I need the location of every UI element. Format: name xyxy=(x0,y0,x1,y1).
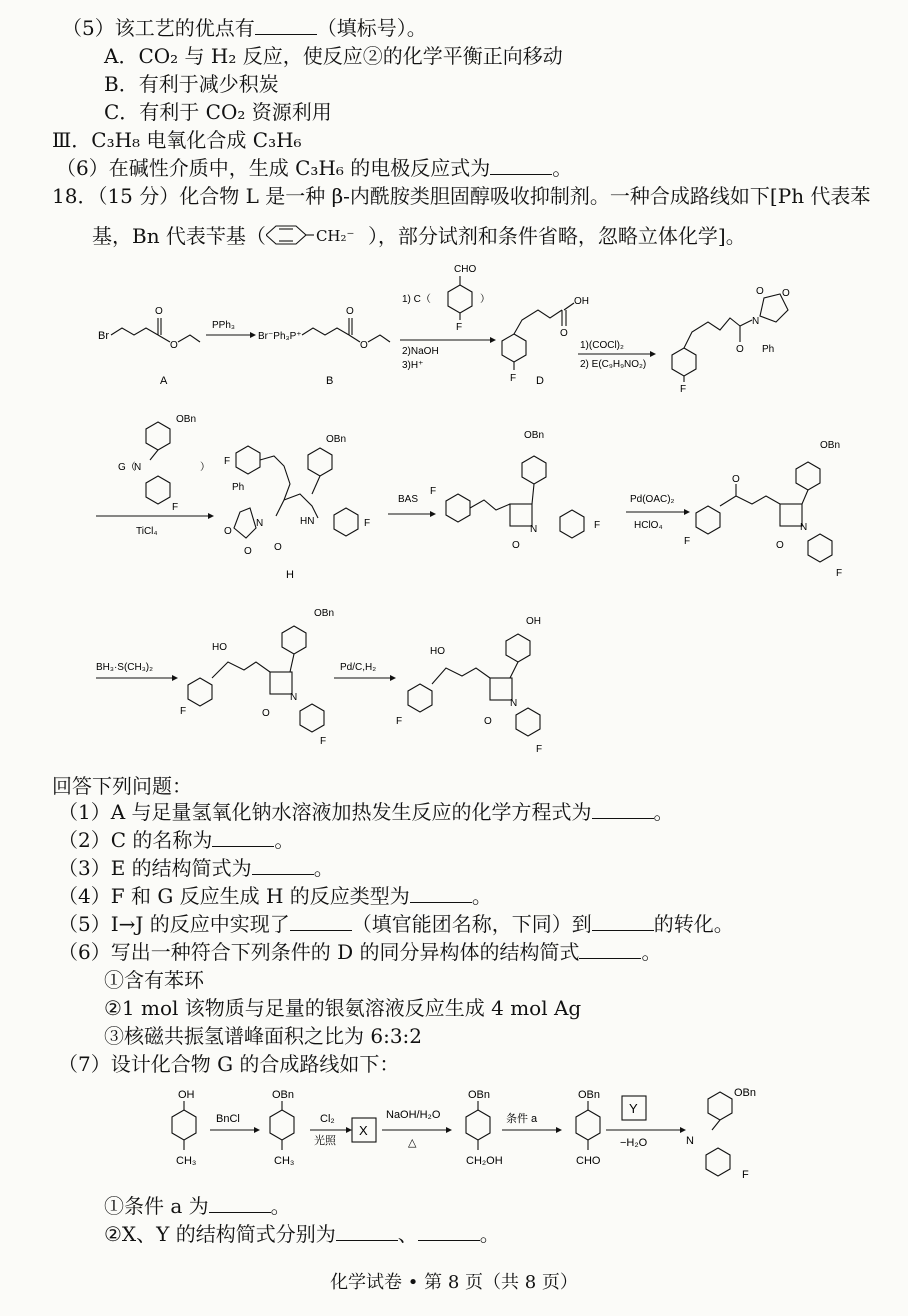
svg-text:F: F xyxy=(396,716,403,727)
svg-text:OBn: OBn xyxy=(272,1089,295,1101)
benzyl-structure: CH₂⁻ xyxy=(266,226,368,250)
svg-text:O: O xyxy=(346,306,354,317)
page-footer: 化学试卷 • 第 8 页（共 8 页） xyxy=(330,1272,578,1293)
condition-3: ③核磁共振氢谱峰面积之比为 6:3:2 xyxy=(104,1024,423,1048)
svg-text:D: D xyxy=(536,375,544,387)
svg-text:2) E(C₉H₉NO₂): 2) E(C₉H₉NO₂) xyxy=(580,359,647,370)
svg-text:NaOH/H₂O: NaOH/H₂O xyxy=(386,1109,441,1121)
svg-text:O: O xyxy=(224,526,232,537)
svg-text:O: O xyxy=(262,708,270,719)
svg-text:F: F xyxy=(836,568,843,579)
svg-text:F: F xyxy=(180,706,187,717)
question-4: （4）F 和 G 反应生成 H 的反应类型为 。 xyxy=(58,884,492,908)
question-1: （1）A 与足量氢氧化钠水溶液加热发生反应的化学方程式为 。 xyxy=(58,800,674,824)
compound-l xyxy=(396,616,542,755)
svg-text:BH₃·S(CH₃)₂: BH₃·S(CH₃)₂ xyxy=(96,662,154,673)
svg-text:O: O xyxy=(360,340,368,351)
compound-i xyxy=(430,430,600,551)
q7-part2: ②X、Y 的结构简式分别为 、 。 xyxy=(104,1222,500,1246)
q18-line2: 基，Bn 代表苄基（ CH₂⁻ ），部分试剂和条件省略，忽略立体化学]。 xyxy=(92,224,746,248)
svg-text:N: N xyxy=(256,518,264,529)
svg-text:△: △ xyxy=(408,1137,417,1149)
svg-text:F: F xyxy=(456,322,463,333)
answer-blank xyxy=(592,912,654,931)
question-2: （2）C 的名称为 。 xyxy=(58,828,295,852)
answer-blank xyxy=(252,856,314,875)
svg-text:OBn: OBn xyxy=(578,1089,601,1101)
svg-text:G（: G（ xyxy=(118,462,136,473)
q5-option-a: A．CO₂ 与 H₂ 反应，使反应②的化学平衡正向移动 xyxy=(104,44,563,68)
svg-text:O: O xyxy=(512,540,520,551)
answer-blank xyxy=(290,912,352,931)
q5-option-c: C．有利于 CO₂ 资源利用 xyxy=(104,100,332,124)
svg-text:条件 a: 条件 a xyxy=(506,1113,538,1125)
svg-text:OBn: OBn xyxy=(734,1087,757,1099)
svg-text:N: N xyxy=(800,522,808,533)
svg-text:OH: OH xyxy=(574,296,589,307)
svg-text:N: N xyxy=(290,692,298,703)
svg-text:O: O xyxy=(170,340,178,351)
q6-stem: （6）在碱性介质中，生成 C₃H₆ 的电极反应式为 。 xyxy=(56,156,573,180)
svg-text:F: F xyxy=(680,384,687,395)
svg-text:O: O xyxy=(244,546,252,557)
svg-text:F: F xyxy=(320,736,327,747)
q7-part1: ①条件 a 为 。 xyxy=(104,1194,291,1218)
question-7: （7）设计化合物 G 的合成路线如下： xyxy=(58,1052,400,1076)
svg-text:Br: Br xyxy=(98,330,109,342)
svg-text:Pd(OAC)₂: Pd(OAC)₂ xyxy=(630,494,675,505)
svg-text:N: N xyxy=(752,316,760,327)
svg-text:BnCl: BnCl xyxy=(216,1113,240,1125)
svg-text:CHO: CHO xyxy=(576,1155,601,1167)
svg-text:N: N xyxy=(134,462,142,473)
compound-h xyxy=(224,434,370,581)
compound-a xyxy=(98,306,200,387)
svg-text:光照: 光照 xyxy=(314,1135,336,1147)
svg-text:F: F xyxy=(684,536,691,547)
svg-text:O: O xyxy=(274,542,282,553)
question-6: （6）写出一种符合下列条件的 D 的同分异构体的结构简式 。 xyxy=(58,940,662,964)
svg-text:HO: HO xyxy=(430,646,445,657)
svg-text:OBn: OBn xyxy=(820,440,841,451)
svg-text:）: ） xyxy=(480,294,490,305)
p-cresol xyxy=(172,1089,196,1167)
answer-blank xyxy=(410,884,472,903)
reagent-c xyxy=(402,264,490,333)
answer-blank xyxy=(255,16,317,35)
answer-blank xyxy=(490,156,552,175)
question-3: （3）E 的结构简式为 。 xyxy=(58,856,334,880)
answer-blank xyxy=(579,940,641,959)
synthesis-scheme xyxy=(0,258,908,758)
svg-text:）: ） xyxy=(200,462,210,473)
condition-2: ②1 mol 该物质与足量的银氨溶液反应生成 4 mol Ag xyxy=(104,996,582,1020)
svg-text:N: N xyxy=(510,698,518,709)
svg-text:O: O xyxy=(782,288,790,299)
reagent-pph3: PPh₃ xyxy=(212,320,235,331)
svg-text:F: F xyxy=(510,373,517,384)
answer-blank xyxy=(209,1194,271,1213)
compound-b xyxy=(258,306,390,387)
svg-text:O: O xyxy=(756,286,764,297)
svg-text:Pd/C,H₂: Pd/C,H₂ xyxy=(340,662,377,673)
svg-text:A: A xyxy=(160,375,168,387)
compound-k xyxy=(180,608,334,747)
benzyl-ether xyxy=(270,1089,294,1167)
q5-stem: （5）该工艺的优点有 （填标号）。 xyxy=(62,16,427,40)
svg-text:2)NaOH: 2)NaOH xyxy=(402,346,439,357)
benzyl-alcohol xyxy=(466,1089,503,1167)
condition-1: ①含有苯环 xyxy=(104,968,204,992)
answer-blank xyxy=(418,1222,480,1241)
svg-text:OBn: OBn xyxy=(326,434,347,445)
svg-text:3)H⁺: 3)H⁺ xyxy=(402,360,424,371)
reagent-g xyxy=(118,414,210,513)
svg-text:OBn: OBn xyxy=(524,430,545,441)
svg-text:N: N xyxy=(686,1135,694,1147)
question-5: （5）I→J 的反应中实现了 （填官能团名称，下同）到 的转化。 xyxy=(58,912,734,936)
svg-text:F: F xyxy=(594,520,601,531)
svg-text:CHO: CHO xyxy=(454,264,477,275)
svg-text:1)(COCl)₂: 1)(COCl)₂ xyxy=(580,340,624,351)
compound-f xyxy=(672,286,790,395)
svg-text:HO: HO xyxy=(212,642,227,653)
svg-text:F: F xyxy=(172,502,179,513)
svg-text:F: F xyxy=(536,744,543,755)
svg-text:HClO₄: HClO₄ xyxy=(634,520,663,531)
section-3-title: Ⅲ．C₃H₈ 电氧化合成 C₃H₆ xyxy=(52,128,302,152)
svg-text:CH₃: CH₃ xyxy=(274,1155,295,1167)
svg-text:−H₂O: −H₂O xyxy=(620,1137,648,1149)
svg-text:1) C（: 1) C（ xyxy=(402,294,431,305)
svg-text:F: F xyxy=(430,486,437,497)
svg-text:B: B xyxy=(326,375,334,387)
svg-text:Y: Y xyxy=(629,1101,638,1116)
svg-text:F: F xyxy=(742,1169,749,1181)
svg-text:O: O xyxy=(776,540,784,551)
svg-text:Ph: Ph xyxy=(232,482,245,493)
compound-g xyxy=(686,1087,756,1181)
svg-text:TiCl₄: TiCl₄ xyxy=(136,526,158,537)
svg-text:X: X xyxy=(359,1123,368,1138)
answer-blank xyxy=(592,800,654,819)
svg-text:OBn: OBn xyxy=(176,414,197,425)
svg-text:F: F xyxy=(224,456,231,467)
aldehyde xyxy=(576,1089,601,1167)
answer-intro: 回答下列问题： xyxy=(52,774,192,798)
svg-text:OBn: OBn xyxy=(468,1089,491,1101)
answer-blank xyxy=(212,828,274,847)
q18-line1: 18．（15 分）化合物 L 是一种 β-内酰胺类胆固醇吸收抑制剂。一种合成路线如下[Ph 代表苯 xyxy=(52,184,871,208)
svg-text:H: H xyxy=(286,569,294,581)
svg-text:OH: OH xyxy=(526,616,541,627)
g-synthesis-route xyxy=(0,1082,908,1192)
svg-text:BAS: BAS xyxy=(398,494,419,505)
svg-text:O: O xyxy=(732,474,740,485)
svg-text:O: O xyxy=(560,328,568,339)
svg-text:O: O xyxy=(736,344,744,355)
svg-text:OBn: OBn xyxy=(314,608,335,619)
compound-d xyxy=(502,296,589,387)
svg-text:CH₂OH: CH₂OH xyxy=(466,1155,503,1167)
svg-text:O: O xyxy=(484,716,492,727)
svg-text:CH₃: CH₃ xyxy=(176,1155,197,1167)
answer-blank xyxy=(336,1222,398,1241)
svg-text:Cl₂: Cl₂ xyxy=(320,1113,335,1125)
svg-text:OH: OH xyxy=(178,1089,195,1101)
compound-j xyxy=(684,440,842,579)
svg-text:O: O xyxy=(155,306,163,317)
q5-option-b: B．有利于减少积炭 xyxy=(104,72,279,96)
svg-text:F: F xyxy=(364,518,371,529)
svg-text:HN: HN xyxy=(300,516,315,527)
svg-text:N: N xyxy=(530,524,538,535)
svg-text:Br⁻Ph₃P⁺: Br⁻Ph₃P⁺ xyxy=(258,331,302,342)
svg-text:Ph: Ph xyxy=(762,344,775,355)
